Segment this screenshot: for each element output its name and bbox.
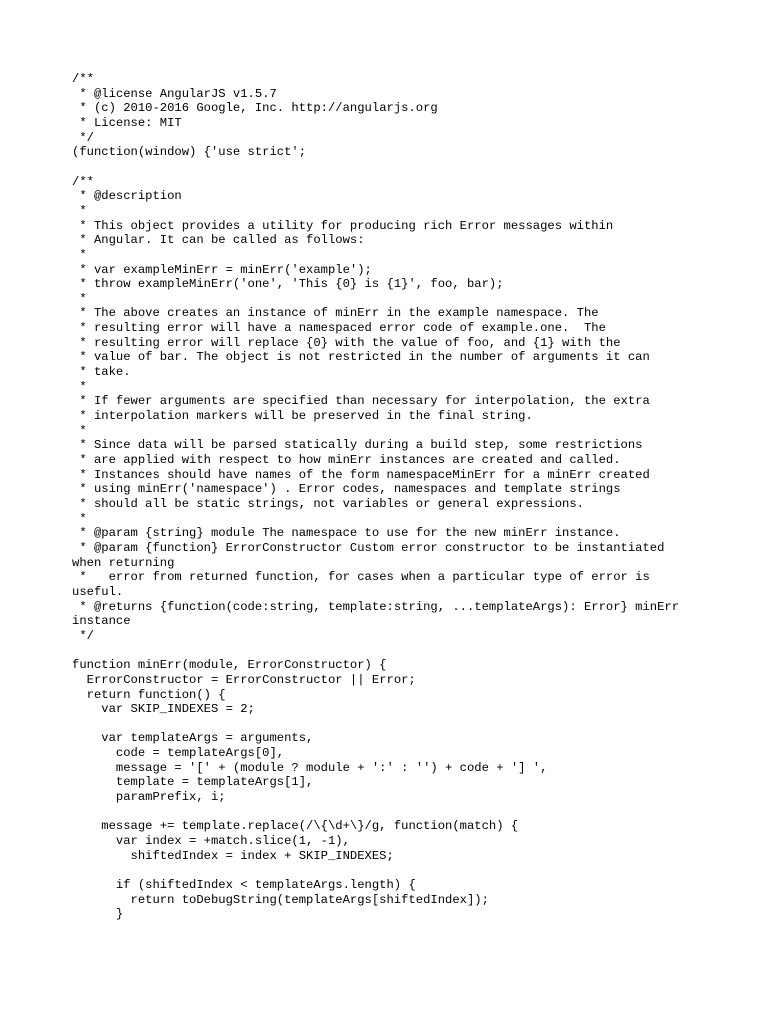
code-line: message = '[' + (module ? module + ':' : '') + code + '] ',: [72, 760, 548, 775]
code-line: * throw exampleMinErr('one', 'This {0} is {1}', foo, bar);: [72, 277, 504, 292]
code-line: var index = +match.slice(1, -1),: [72, 834, 350, 849]
blank-line: [72, 805, 696, 820]
code-block: [72, 878, 696, 922]
code-block: [72, 731, 696, 804]
code-line: *: [72, 423, 87, 438]
code-line: * Instances should have names of the form namespaceMinErr for a minErr created: [72, 467, 650, 482]
code-line: * @param {string} module The namespace to use for the new minErr instance.: [72, 526, 621, 541]
code-line: * take.: [72, 365, 131, 380]
code-line: (function(window) {'use strict';: [72, 145, 307, 160]
code-line: /**: [72, 174, 94, 189]
code-line: * The above creates an instance of minErr in the example namespace. The: [72, 306, 599, 321]
blank-line: [72, 863, 696, 878]
code-line: template = templateArgs[1],: [72, 775, 314, 790]
code-line: *: [72, 291, 87, 306]
code-line: * should all be static strings, not variables or general expressions.: [72, 497, 584, 512]
blank-line: [72, 644, 696, 659]
code-block: [72, 819, 696, 863]
code-line: * If fewer arguments are specified than necessary for interpolation, the extra: [72, 394, 650, 409]
code-line: * resulting error will replace {0} with the value of foo, and {1} with the: [72, 335, 621, 350]
code-line: function minErr(module, ErrorConstructor) {: [72, 658, 387, 673]
code-line: var templateArgs = arguments,: [72, 731, 314, 746]
code-line: * resulting error will have a namespaced error code of example.one. The: [72, 321, 606, 336]
code-line: }: [72, 907, 124, 922]
code-line: * @returns {function(code:string, template:string, ...templateArgs): Error} minErr instance: [72, 599, 687, 629]
blank-line: [72, 160, 696, 175]
code-line: *: [72, 511, 87, 526]
code-line: * This object provides a utility for producing rich Error messages within: [72, 218, 614, 233]
code-line: */: [72, 130, 94, 145]
code-line: shiftedIndex = index + SKIP_INDEXES;: [72, 848, 394, 863]
code-line: message += template.replace(/\{\d+\}/g, function(match) {: [72, 819, 519, 834]
code-line: return toDebugString(templateArgs[shiftedIndex]);: [72, 892, 489, 907]
code-line: * error from returned function, for cases when a particular type of error is useful.: [72, 570, 658, 599]
code-block: [72, 72, 696, 160]
code-line: code = templateArgs[0],: [72, 746, 285, 761]
code-line: * var exampleMinErr = minErr('example');: [72, 262, 372, 277]
code-line: paramPrefix, i;: [72, 790, 226, 805]
code-line: * using minErr('namespace') . Error codes, namespaces and template strings: [72, 482, 621, 497]
code-line: *: [72, 379, 87, 394]
code-line: * interpolation markers will be preserved in the final string.: [72, 409, 533, 424]
code-line: * value of bar. The object is not restricted in the number of arguments it can: [72, 350, 650, 365]
code-line: * License: MIT: [72, 115, 182, 130]
code-block: [72, 175, 696, 644]
code-block: [72, 658, 696, 717]
code-line: * Since data will be parsed statically during a build step, some restrictions: [72, 438, 643, 453]
code-line: *: [72, 247, 87, 262]
code-line: var SKIP_INDEXES = 2;: [72, 702, 255, 717]
code-line: * (c) 2010-2016 Google, Inc. http://angularjs.org: [72, 101, 438, 116]
code-line: if (shiftedIndex < templateArgs.length) {: [72, 878, 416, 893]
code-listing: [72, 72, 696, 922]
code-line: /**: [72, 72, 94, 86]
code-line: * are applied with respect to how minErr instances are created and called.: [72, 453, 621, 468]
code-line: * @license AngularJS v1.5.7: [72, 86, 277, 101]
code-line: * @description: [72, 189, 182, 204]
code-line: * Angular. It can be called as follows:: [72, 233, 365, 248]
code-line: *: [72, 203, 87, 218]
code-line: * @param {function} ErrorConstructor Custom error constructor to be instantiated when returning: [72, 540, 672, 570]
code-line: */: [72, 628, 94, 643]
blank-line: [72, 717, 696, 732]
code-line: ErrorConstructor = ErrorConstructor || Error;: [72, 672, 416, 687]
code-line: return function() {: [72, 687, 226, 702]
